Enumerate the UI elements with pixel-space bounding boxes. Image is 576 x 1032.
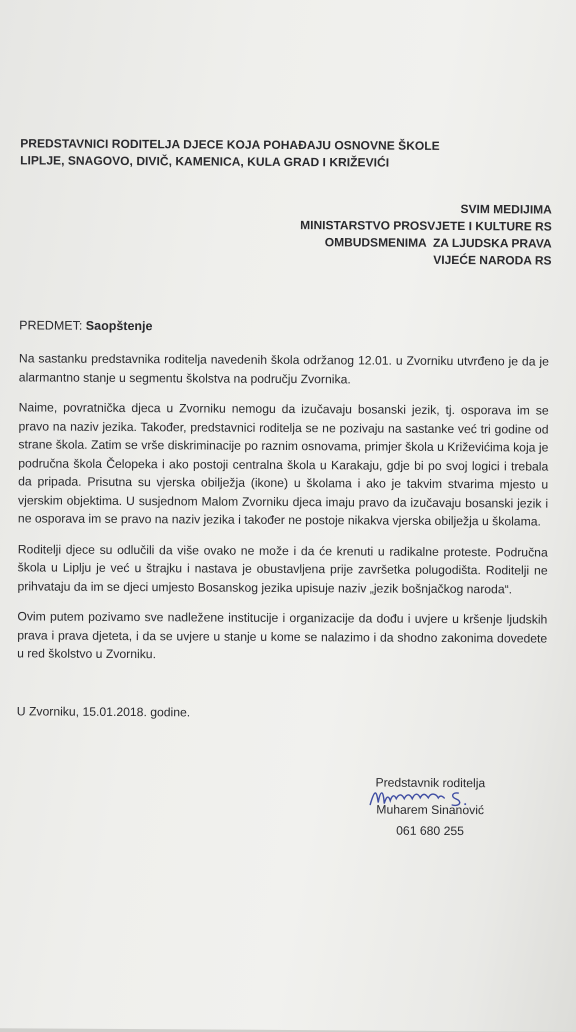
letter-body bbox=[17, 349, 549, 678]
header-line-2: LIPLJE, SNAGOVO, DIVIČ, KAMENICA, KULA GRAD I KRIŽEVIĆI bbox=[20, 153, 390, 170]
recipient-4: VIJEĆE NARODA RS bbox=[433, 252, 552, 268]
signature-name: Muharem Sinanović bbox=[376, 802, 485, 818]
subject-value: Saopštenje bbox=[85, 318, 153, 334]
paragraph-2: Naime, povratnička djeca u Zvorniku nemogu da izučavaju bosanski jezik, tj. osporava im se pravo na naziv jezika. Također, predstavnici roditelja se ne pozivaju na sastanke već tri godine od strane škola. Zatim se vrše diskriminacije po raznim osnovama, primjer škola u Križevićima koja je područna škola Čelopeka i ako postoji centralna škola u Karakaju, gdje bi po svoj logici i trebala da pripada. Prisutna su vjerska obilježja (ikone) u školama i ako je takvim stvarima mjesto u vjerskim objektima. U susjednom Malom Zvorniku djeca imaju pravo da izučavaju bosanski jezik i ne osporava im se pravo na naziv jezika i također ne postoje nikakva vjerska obilježja u školama. bbox=[17, 400, 549, 529]
subject-label: PREDMET: bbox=[19, 318, 83, 333]
recipient-3: OMBUDSMENIMA ZA LJUDSKA PRAVA bbox=[324, 235, 552, 251]
paragraph-1: Na sastanku predstavnika roditelja navedenih škola održanog 12.01. u Zvorniku utvrđeno je da je alarmantno stanje u segmentu školstva na području Zvornika. bbox=[18, 351, 549, 386]
recipient-1: SVIM MEDIJIMA bbox=[460, 202, 552, 217]
signature-block bbox=[360, 773, 500, 841]
signature-phone: 061 680 255 bbox=[396, 823, 464, 839]
place-date: U Zvorniku, 15.01.2018. godine. bbox=[16, 704, 191, 720]
header-line-1: PREDSTAVNICI RODITELJA DJECE KOJA POHAĐAJU OSNOVNE ŠKOLE bbox=[20, 136, 440, 153]
signature-title: Predstavnik roditelja bbox=[375, 775, 486, 791]
recipient-2: MINISTARSTVO PROSVJETE I KULTURE RS bbox=[300, 218, 552, 234]
recipients-block bbox=[300, 200, 552, 270]
paragraph-3: Roditelji djece su odlučili da više ovako ne može i da će krenuti u radikalne proteste. Područna škola u Liplju je već u štrajku i nastava je obustavljena prije završetka polugodišta. Roditelji ne prihvataju da im se djeci umjesto Bosanskog jezika upisuje naziv „jezik bošnjačkog naroda“. bbox=[17, 541, 548, 596]
paragraph-4: Ovim putem pozivamo sve nadležene institucije i organizacije da dođu i uvjere u kršenje ljudskih prava i prava djeteta, i da se uvjere u stanje u kome se nalazimo i da shodno zakonima dovedete u red školstvo u Zvorniku. bbox=[17, 609, 548, 662]
letter-header bbox=[20, 135, 440, 172]
subject-line bbox=[19, 318, 152, 333]
